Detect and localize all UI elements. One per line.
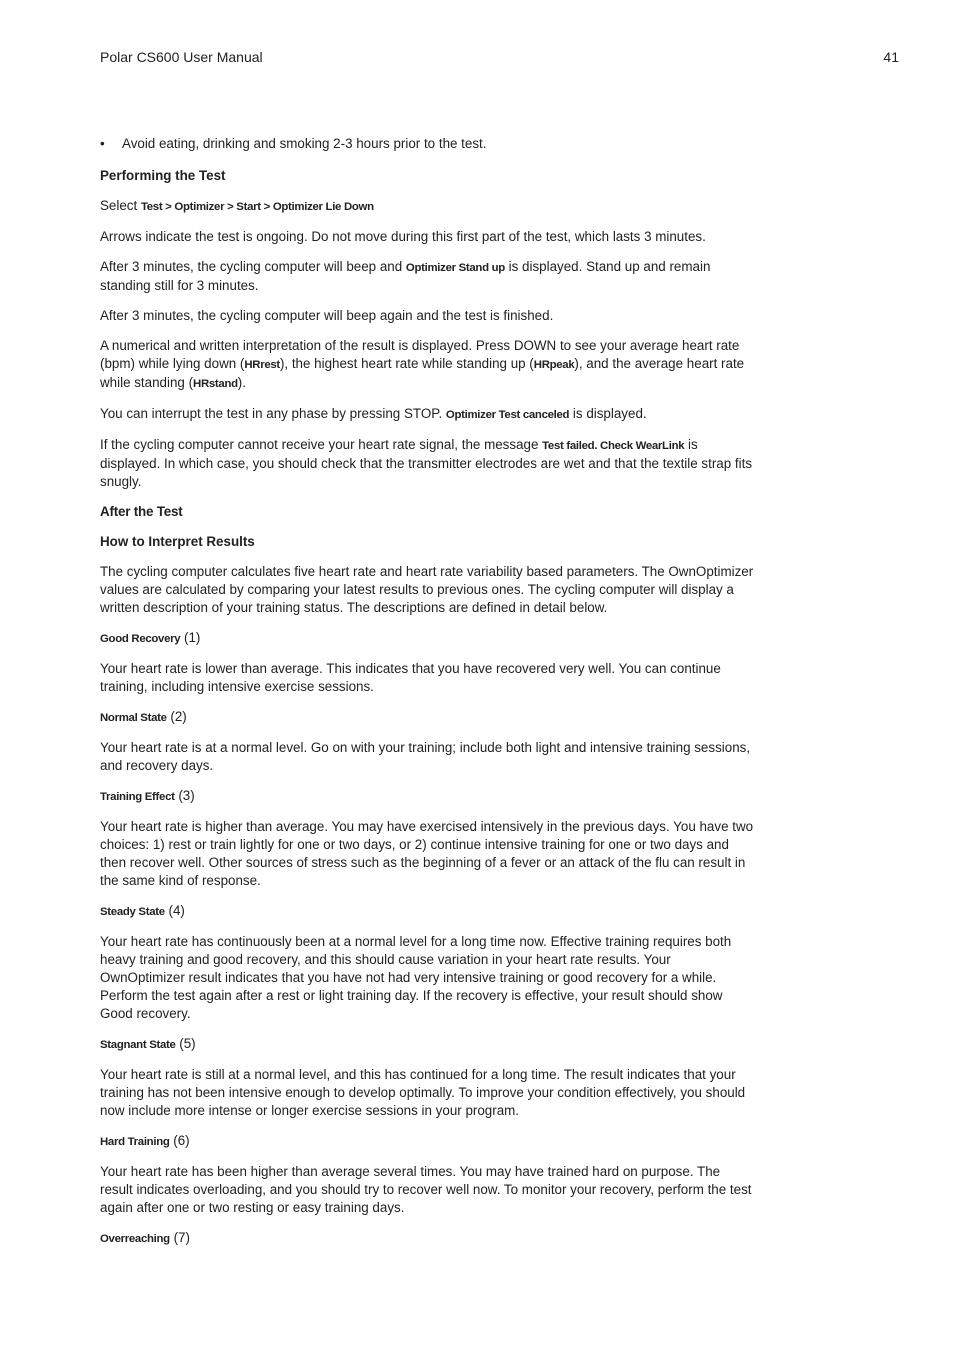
result-heading: [100, 1035, 754, 1054]
bullet-icon: •: [100, 136, 105, 151]
result-description: Your heart rate has continuously been at a normal level for a long time now. Effective training requires both heavy training and good recovery, and this should cause variation in your heart rate results. Your OwnOptimizer result indicates that you have not had very intensive training or good recovery for a while. Perform the test again after a rest or light training day. If the recovery is effective, your result should show Good recovery.: [100, 934, 732, 1021]
value-hrpeak: HRpeak: [533, 359, 575, 371]
menu-path: Test > Optimizer > Start > Optimizer Lie Down: [140, 201, 374, 213]
paragraph-interpretation: [100, 337, 754, 393]
result-name: Steady State: [100, 906, 165, 918]
text-run: ), the highest heart rate while standing up (: [279, 356, 534, 371]
bullet-item: [100, 135, 754, 153]
result-number: (5): [175, 1036, 196, 1051]
result-number: (7): [169, 1230, 190, 1245]
result-name: Stagnant State: [100, 1039, 176, 1051]
page-body: [100, 135, 754, 1260]
text-run: If the cycling computer cannot receive your heart rate signal, the message: [100, 437, 543, 452]
text-run: After 3 minutes, the cycling computer will beep and: [100, 259, 406, 274]
result-number: (4): [164, 903, 185, 918]
result-name: Overreaching: [100, 1233, 170, 1245]
paragraph-intro: The cycling computer calculates five heart rate and heart rate variability based parameters. The OwnOptimizer values are calculated by comparing your latest results to previous ones. The cycling computer will display a written description of your training status. The descriptions are defined in detail below.: [100, 564, 754, 615]
bullet-text: Avoid eating, drinking and smoking 2-3 hours prior to the test.: [122, 136, 487, 151]
result-heading: [100, 902, 754, 921]
result-name: Normal State: [100, 712, 167, 724]
result-heading: [100, 1132, 754, 1151]
result-description: Your heart rate is lower than average. This indicates that you have recovered very well. You can continue training, including intensive exercise sessions.: [100, 661, 721, 694]
paragraph-interrupt: [100, 405, 754, 424]
result-description: Your heart rate has been higher than average several times. You may have trained hard on purpose. The result indicates overloading, and you should try to recover well now. To monitor your recovery, perform the test again after one or two resting or easy training days.: [100, 1164, 752, 1215]
paragraph-stand-up: [100, 258, 754, 295]
display-message: Test failed. Check WearLink: [542, 440, 685, 452]
select-prefix: Select: [100, 198, 141, 213]
text-run: ), and the average heart rate while standing (: [100, 356, 745, 390]
result-description: Your heart rate is at a normal level. Go on with your training; include both light and intensive training sessions, and recovery days.: [100, 740, 751, 773]
result-description: Your heart rate is higher than average. You may have exercised intensively in the previous days. You have two choices: 1) rest or train lightly for one or two days, or 2) continue intensive training for one or two days and then recover well. Other sources of stress such as the beginning of a fever or an attack of the flu can result in the same kind of response.: [100, 819, 754, 888]
text-run: A numerical and written interpretation of the result is displayed. Press DOWN to see your average heart rate (bpm) while lying down (: [100, 338, 740, 371]
value-hrstand: HRstand: [193, 378, 238, 390]
paragraph-test-finished: After 3 minutes, the cycling computer will beep again and the test is finished.: [100, 308, 554, 323]
text-run: ).: [237, 375, 246, 390]
result-heading: [100, 708, 754, 727]
heading-interpret-results: How to Interpret Results: [100, 534, 255, 549]
paragraph-signal-failed: [100, 436, 754, 491]
display-message: Optimizer Test canceled: [445, 409, 570, 421]
select-instruction: [100, 197, 754, 216]
paragraph-arrows: Arrows indicate the test is ongoing. Do not move during this first part of the test, which lasts 3 minutes.: [100, 229, 706, 244]
result-heading: [100, 787, 754, 806]
result-heading: [100, 629, 754, 648]
page-number: 41: [883, 49, 899, 65]
text-run: is displayed. In which case, you should check that the transmitter electrodes are wet and that the textile strap fits snugly.: [100, 437, 753, 489]
result-heading: [100, 1229, 754, 1248]
value-hrrest: HRrest: [244, 359, 280, 371]
text-run: You can interrupt the test in any phase by pressing STOP.: [100, 406, 446, 421]
result-number: (3): [174, 788, 195, 803]
text-run: is displayed.: [569, 406, 647, 421]
text-run: is displayed. Stand up and remain standing still for 3 minutes.: [100, 259, 711, 293]
result-name: Training Effect: [100, 791, 175, 803]
result-description: Your heart rate is still at a normal level, and this has continued for a long time. The result indicates that your training has not been intensive enough to develop optimally. To improve your condition effectively, you should now include more intense or longer exercise sessions in your program.: [100, 1067, 746, 1118]
result-number: (2): [166, 709, 187, 724]
display-message: Optimizer Stand up: [405, 262, 505, 274]
running-header-title: Polar CS600 User Manual: [100, 49, 263, 65]
heading-performing-test: Performing the Test: [100, 168, 226, 183]
result-number: (1): [180, 630, 201, 645]
result-name: Hard Training: [100, 1136, 170, 1148]
heading-after-test: After the Test: [100, 504, 183, 519]
result-name: Good Recovery: [100, 633, 181, 645]
result-number: (6): [169, 1133, 190, 1148]
